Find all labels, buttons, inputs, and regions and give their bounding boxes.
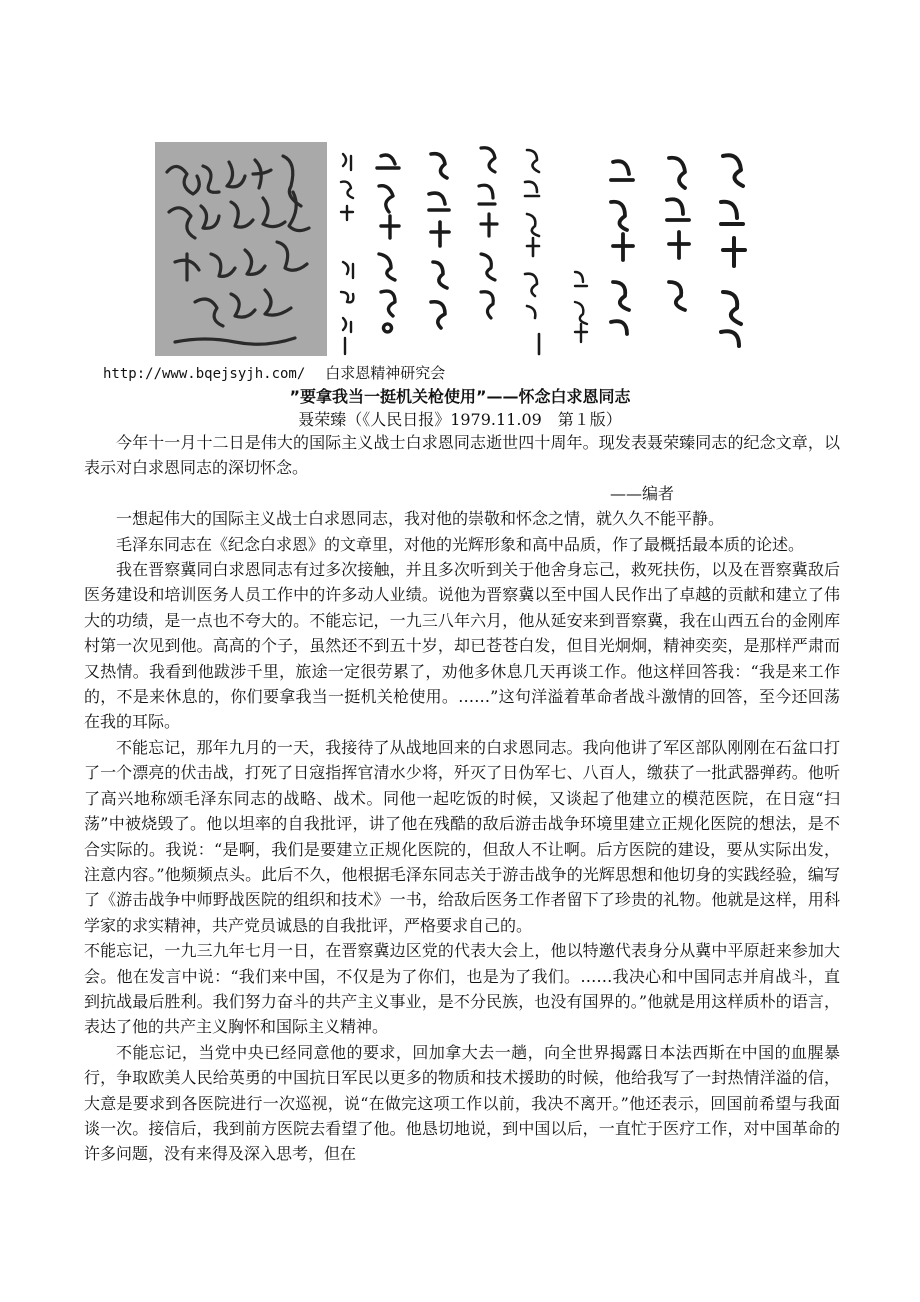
calligraphy-inscriptions-image — [155, 142, 795, 360]
site-url-link[interactable]: http://www.bqejsyjh.com/ — [103, 366, 306, 382]
paragraph: 不能忘记，那年九月的一天，我接待了从战地回来的白求恩同志。我向他讲了军区部队刚刚在石盆口打了一个漂亮的伏击战，打死了日寇指挥官清水少将，歼灭了日伪军七、八百人，缴获了一批武器弹药。他听了高兴地称颂毛泽东同志的战略、战术。同他一起吃饭的时候，又谈起了他建立的模范医院，在日寇“扫荡”中被烧毁了。他以坦率的自我批评，讲了他在残酷的敌后游击战争环境里建立正规化医院的想法，是不合实际的。我说：“是啊，我们是要建立正规化医院的，但敌人不让啊。后方医院的建设，要从实际出发，注意内容。”他频频点头。此后不久，他根据毛泽东同志关于游击战争的光辉思想和他切身的实践经验，编写了《游击战争中师野战医院的组织和技术》一书，给敌后医务工作者留下了珍贵的礼物。他就是这样，用科学家的求实精神，共产党员诚恳的自我批评，严格要求自己的。 — [84, 737, 840, 935]
paragraph: 不能忘记，当党中央已经同意他的要求，回加拿大去一趟，向全世界揭露日本法西斯在中国的血腥暴行，争取欧美人民给英勇的中国抗日军民以更多的物质和技术援助的时候，他给我写了一封热情洋溢的信，大意是要求到各医院进行一次巡视，说“在做完这项工作以前，我决不离开。”他还表示，回国前希望与我面谈一次。接信后，我到前方医院去看望了他。他恳切地说，到中国以后，一直忙于医疗工作，对中国革命的许多问题，没有来得及深入思考，但在 — [84, 1042, 840, 1164]
site-header — [103, 362, 445, 383]
paragraph: 毛泽东同志在《纪念白求恩》的文章里，对他的光辉形象和高中品质，作了最概括最本质的论述。 — [116, 534, 805, 554]
article-byline: 聂荣臻（《人民日报》1979.11.09 第１版） — [298, 410, 622, 429]
site-name: 白求恩精神研究会 — [325, 364, 446, 382]
editor-note: ——编者 — [609, 483, 674, 503]
calligraphy-banner — [155, 142, 795, 360]
article-title: ”要拿我当一挺机关枪使用”——怀念白求恩同志 — [289, 387, 631, 406]
paragraph: 我在晋察冀同白求恩同志有过多次接触，并且多次听到关于他舍身忘己，救死扶伤，以及在晋察冀敌后医务建设和培训医务人员工作中的许多动人业绩。说他为晋察冀以至中国人民作出了卓越的贡献和建立了伟大的功绩，是一点也不夸大的。不能忘记，一九三八年六月，他从延安来到晋察冀，我在山西五台的金刚库村第一次见到他。高高的个子，虽然还不到五十岁，却已苍苍白发，但目光炯炯，精神奕奕，是那样严肃而又热情。我看到他跋涉千里，旅途一定很劳累了，劝他多休息几天再谈工作。他这样回答我：“我是来工作的，不是来休息的，你们要拿我当一挺机关枪使用。……”这句洋溢着革命者战斗激情的回答，至今还回荡在我的耳际。 — [84, 560, 840, 732]
paragraph-preface: 今年十一月十二日是伟大的国际主义战士白求恩同志逝世四十周年。现发表聂荣臻同志的纪念文章，以表示对白求恩同志的深切怀念。 — [84, 433, 840, 478]
paragraph: 不能忘记，一九三九年七月一日，在晋察冀边区党的代表大会上，他以特邀代表身分从冀中平原赶来参加大会。他在发言中说：“我们来中国，不仅是为了你们，也是为了我们。……我决心和中国同志并肩战斗，直到抗战最后胜利。我们努力奋斗的共产主义事业，是不分民族，也没有国界的。”他就是用这样质朴的语言，表达了他的共产主义胸怀和国际主义精神。 — [84, 941, 840, 1037]
paragraph: 一想起伟大的国际主义战士白求恩同志，我对他的崇敬和怀念之情，就久久不能平静。 — [116, 509, 725, 529]
article-body — [84, 430, 840, 1167]
